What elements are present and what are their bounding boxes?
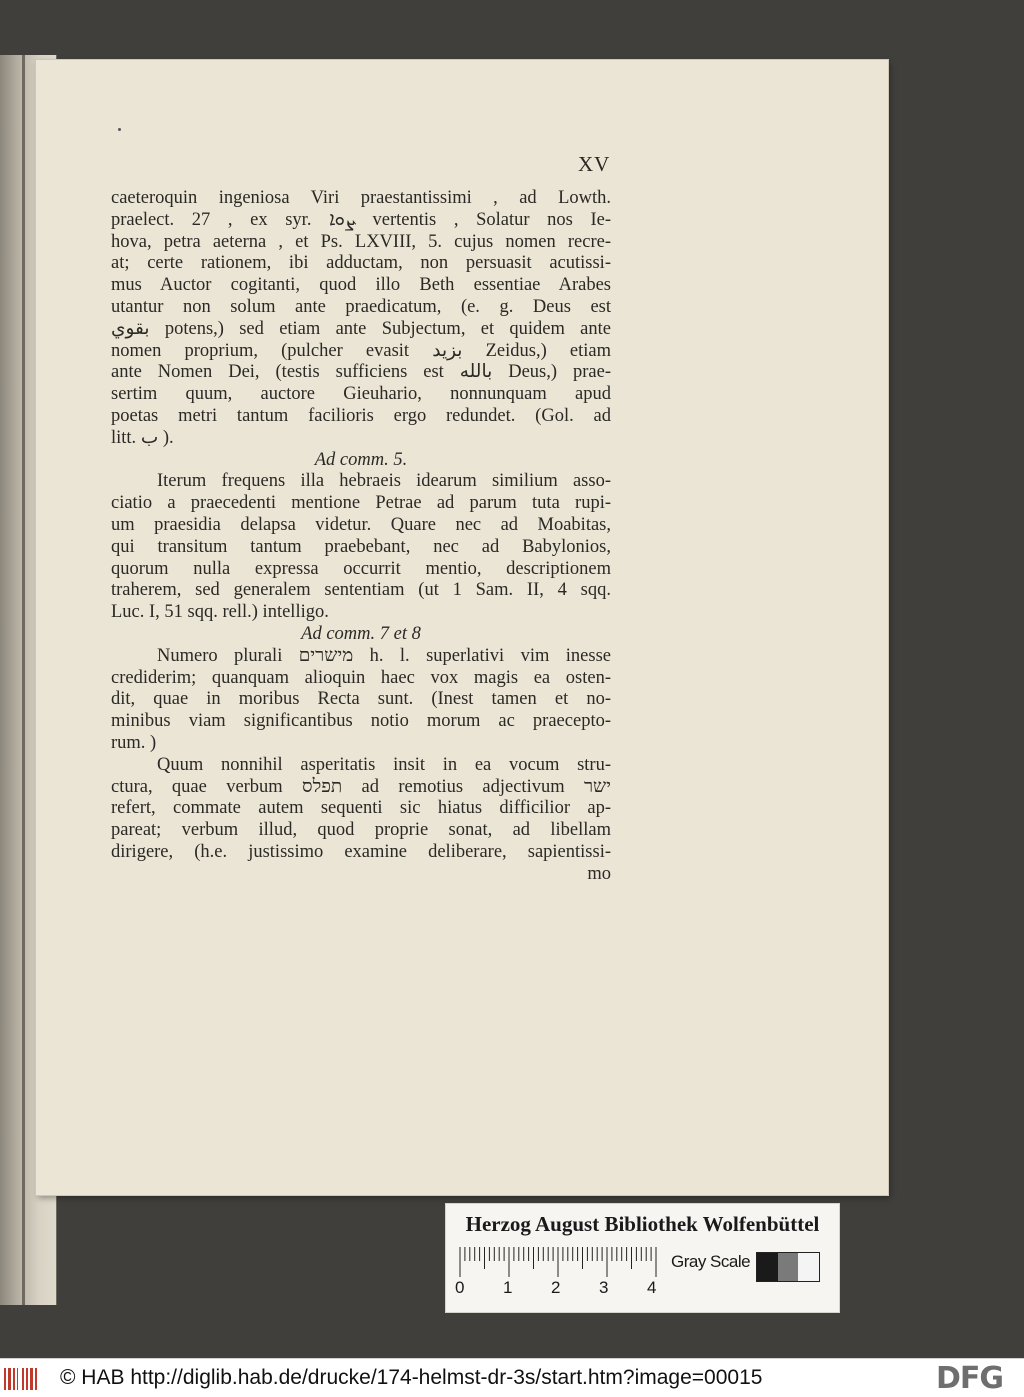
text-line: caeteroquin ingeniosa Viri praestantissimi , ad Lowth. <box>111 188 611 208</box>
ink-spot <box>118 128 121 131</box>
text-line: ctura, quae verbum תפלס ad remotius adjectivum ישר <box>111 776 611 797</box>
section-heading: Ad comm. 7 et 8 <box>301 623 421 644</box>
text-line: minibus viam significantibus notio morum ac praecepto- <box>111 711 611 732</box>
text-line: ciatio a praecedenti mentione Petrae ad parum tuta rupi- <box>111 493 611 514</box>
gray-swatch-mid <box>778 1253 799 1281</box>
footer-bar <box>0 1358 1024 1397</box>
text-line: بقوي potens,) sed etiam ante Subjectum, et quidem ante <box>111 318 611 339</box>
text-line: Iterum frequens illa hebraeis idearum similium asso- <box>157 471 611 492</box>
section-heading: Ad comm. 5. <box>314 449 408 470</box>
text-line: sertim quum, auctore Gieuhario, nonnunquam apud <box>111 384 611 405</box>
text-line: crediderim; quanquam alioquin haec vox magis ea osten- <box>111 667 611 688</box>
library-name: Herzog August Bibliothek Wolfenbüttel <box>465 1212 820 1236</box>
text-line: praelect. 27 , ex syr. ܨܘܐ vertentis , Solatur nos Ie- <box>111 209 611 230</box>
text-line: mo <box>587 863 611 884</box>
barcode-icon <box>4 1368 48 1390</box>
page-number: XV <box>578 152 611 176</box>
text-line: traherem, sed generalem sententiam (ut 1 Sam. II, 4 sqq. <box>111 580 611 601</box>
text-line: quorum nulla expressa occurrit mentio, descriptionem <box>111 558 611 579</box>
text-line: litt. ب ). <box>111 427 174 448</box>
text-line: at; certe rationem, ibi adductam, non persuasit acutissi- <box>111 253 611 274</box>
text-line: Numero plurali מישרים h. l. superlativi vim inesse <box>157 645 611 666</box>
dfg-logo: DFG <box>936 1361 1004 1396</box>
gray-scale-label: Gray Scale <box>671 1252 751 1271</box>
text-line: dirigere, (h.e. justissimo examine deliberare, sapientissi- <box>111 841 611 862</box>
text-line: mus Auctor cogitanti, quod illo Beth essentiae Arabes <box>111 275 611 296</box>
text-line: Quum nonnihil asperitatis insit in ea vocum stru- <box>157 754 611 775</box>
copyright-url[interactable]: © HAB http://diglib.hab.de/drucke/174-helmst-dr-3s/start.htm?image=00015 <box>60 1366 763 1389</box>
text-line: poetas metri tantum facilioris ergo redundet. (Gol. ad <box>111 405 611 426</box>
text-line: qui transitum tantum praebebant, nec ad Babylonios, <box>111 536 611 557</box>
text-line: dit, quae in moribus Recta sunt. (Inest tamen et no- <box>111 689 611 710</box>
gray-swatch-light <box>798 1253 819 1281</box>
color-scale-card <box>445 1203 840 1313</box>
text-line: hova, petra aeterna , et Ps. LXVIII, 5. cujus nomen recre- <box>111 231 611 252</box>
text-line: nomen proprium, (pulcher evasit بزيد Zeidus,) etiam <box>111 340 611 361</box>
ruler-number-3: 3 <box>599 1278 609 1297</box>
ruler-number-0: 0 <box>455 1278 465 1297</box>
text-line: um praesidia delapsa videtur. Quare nec ad Moabitas, <box>111 514 611 535</box>
text-line: pareat; verbum illud, quod proprie sonat, ad libellam <box>111 820 611 841</box>
text-line: utantur non solum ante praedicatum, (e. g. Deus est <box>111 296 611 317</box>
text-line: ante Nomen Dei, (testis sufficiens est بالله Deus,) prae- <box>111 362 611 383</box>
text-line: Luc. I, 51 sqq. rell.) intelligo. <box>111 602 329 623</box>
gray-scale-swatches <box>756 1252 820 1282</box>
text-line: rum. ) <box>111 732 157 753</box>
ruler-number-2: 2 <box>551 1278 561 1297</box>
page-text <box>111 188 611 886</box>
ruler-icon <box>458 1247 658 1277</box>
text-line: refert, commate autem sequenti sic hiatus difficilior ap- <box>111 798 611 819</box>
ruler-number-4: 4 <box>647 1278 657 1297</box>
gray-swatch-dark <box>757 1253 778 1281</box>
ruler-number-1: 1 <box>503 1278 513 1297</box>
